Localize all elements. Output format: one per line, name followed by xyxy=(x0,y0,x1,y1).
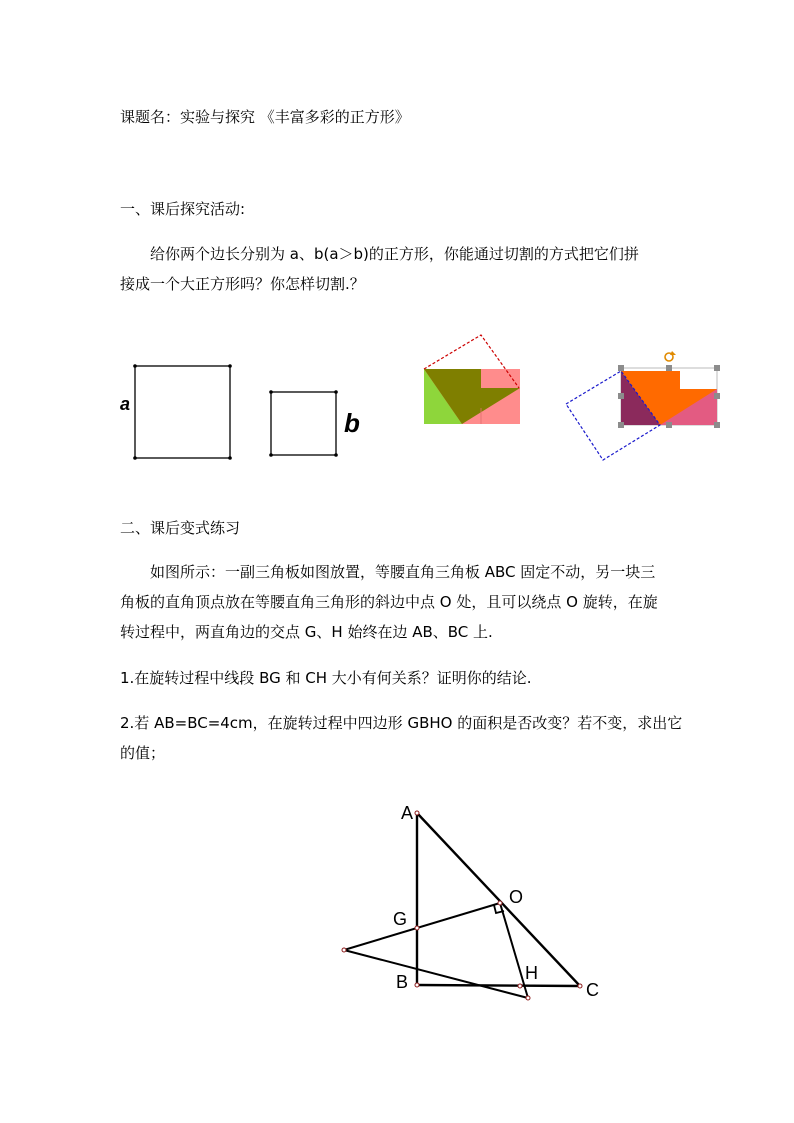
label-b: b xyxy=(344,408,360,438)
section2-paragraph-line1: 如图所示：一副三角板如图放置，等腰直角三角板 ABC 固定不动，另一块三 xyxy=(150,563,656,581)
section2-heading: 二、课后变式练习 xyxy=(120,519,241,537)
square-a xyxy=(135,366,230,458)
label-point-O: O xyxy=(509,887,524,907)
label-point-G: G xyxy=(393,909,408,929)
section2-paragraph-line3: 转过程中，两直角边的交点 G、H 始终在边 AB、BC 上. xyxy=(120,623,493,641)
dissection-puzzle-2 xyxy=(566,351,720,460)
label-vertex-B: B xyxy=(396,972,409,992)
question-1: 1.在旋转过程中线段 BG 和 CH 大小有何关系？证明你的结论. xyxy=(120,669,532,687)
section2-paragraph-line2: 角板的直角顶点放在等腰直角三角形的斜边中点 O 处，且可以绕点 O 旋转，在旋 xyxy=(120,593,658,611)
side-BC xyxy=(417,985,580,986)
square-b xyxy=(271,392,336,455)
label-a: a xyxy=(120,394,131,414)
triangle2-side-PO xyxy=(344,903,500,950)
squares-figure xyxy=(0,320,794,470)
triangle-figure xyxy=(0,790,794,1020)
section1-paragraph-line2: 接成一个大正方形吗？你怎样切割.？ xyxy=(120,275,365,293)
rotate-handle-icon[interactable] xyxy=(665,351,676,361)
label-vertex-C: C xyxy=(586,980,599,1000)
question-2-line1: 2.若 AB=BC=4cm，在旋转过程中四边形 GBHO 的面积是否改变？若不变，求出它 xyxy=(120,714,683,732)
triangle2-side-PQ xyxy=(344,950,528,998)
label-vertex-A: A xyxy=(401,803,414,823)
side-AC xyxy=(417,813,580,986)
section1-heading: 一、课后探究活动: xyxy=(120,200,246,218)
page-title: 课题名：实验与探究 《丰富多彩的正方形》 xyxy=(120,108,410,126)
question-2-line2: 的值； xyxy=(120,744,166,762)
label-point-H: H xyxy=(525,963,538,983)
dissection-puzzle-1 xyxy=(424,335,520,424)
section1-paragraph-line1: 给你两个边长分别为 a、b(a＞b)的正方形，你能通过切割的方式把它们拼 xyxy=(150,245,639,263)
